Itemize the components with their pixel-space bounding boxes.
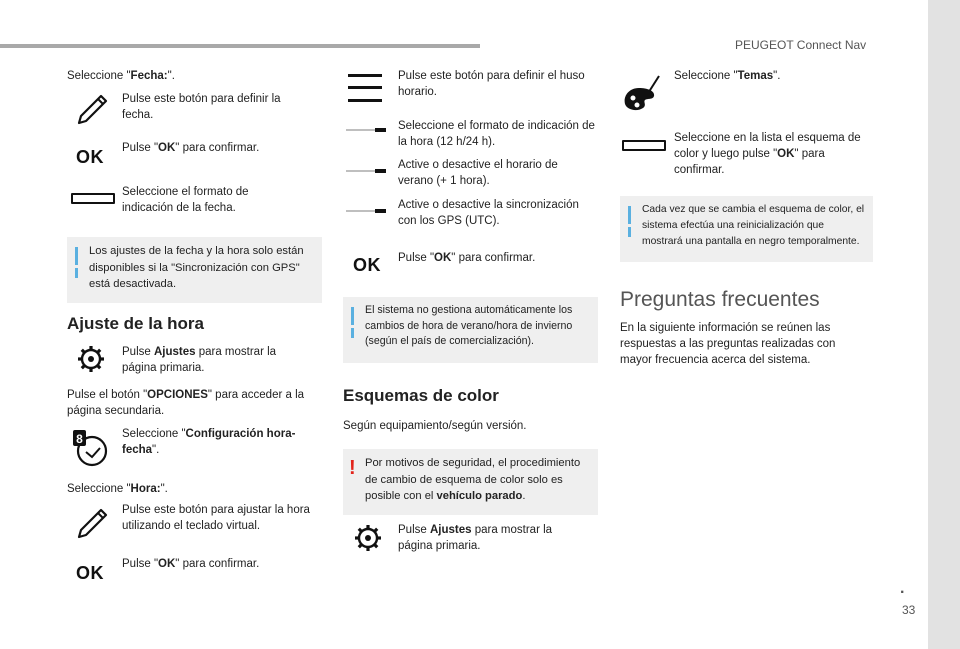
- info-icon: [628, 206, 631, 224]
- button-bar-icon: [622, 140, 666, 151]
- themes-text: Seleccione "Temas".: [674, 70, 781, 82]
- info-note-2: El sistema no gestiona automáticamente los cambios de hora de verano/hora de invierno (según el país de comercialización).: [343, 297, 598, 363]
- toggle-icon: [345, 167, 387, 175]
- timezone-text: Pulse este botón para definir el huso horario.: [398, 70, 585, 98]
- gear-icon: [353, 523, 383, 553]
- heading-ajuste-hora: Ajuste de la hora: [67, 314, 204, 333]
- sidebar-strip: [928, 0, 960, 649]
- ok-icon: OK: [353, 255, 381, 275]
- pencil-hour-text: Pulse este botón para ajustar la hora utilizando el teclado virtual.: [122, 504, 310, 532]
- gear-settings-text-2: Pulse Ajustes para mostrar la página primaria.: [398, 524, 553, 552]
- config-time-date-text: Seleccione "Configuración hora-fecha".: [122, 428, 296, 456]
- summer-time-text: Active o desactive el horario de verano (+ 1 hora).: [398, 159, 558, 187]
- select-date-line: Seleccione "Fecha:".: [67, 70, 175, 82]
- page-number: 33: [902, 603, 916, 617]
- ok-icon: OK: [76, 147, 104, 167]
- page-marker: .: [900, 580, 905, 597]
- warning-note: ! Por motivos de seguridad, el procedimiento de cambio de esquema de color solo es posible con el vehículo parado.: [343, 449, 598, 515]
- header-brand: PEUGEOT Connect Nav: [735, 38, 867, 52]
- toggle-icon: [345, 207, 387, 215]
- svg-text:8: 8: [76, 432, 83, 446]
- pencil-icon: [74, 92, 110, 128]
- hour-format-text: Seleccione el formato de indicación de la hora (12 h/24 h).: [398, 120, 595, 148]
- gear-settings-text-1: Pulse Ajustes para mostrar la página primaria.: [122, 346, 277, 374]
- gear-icon: [76, 344, 106, 374]
- header-rule: [0, 44, 480, 48]
- date-format-text: Seleccione el formato de indicación de la fecha.: [122, 186, 249, 214]
- toggle-icon: [345, 126, 387, 134]
- info-note-3: Cada vez que se cambia el esquema de color, el sistema efectúa una reinicialización que mostrará una pantalla en negro temporalmente.: [620, 196, 873, 262]
- info-icon: [351, 307, 354, 325]
- heading-esquemas-color: Esquemas de color: [343, 386, 499, 405]
- pencil-icon: [74, 506, 110, 542]
- clock-8-icon: [71, 428, 111, 468]
- warning-icon: !: [349, 457, 356, 479]
- palette-icon: [621, 72, 663, 114]
- color-list-text: Seleccione en la lista el esquema de color y luego pulse "OK" para confirmar.: [674, 132, 861, 176]
- menu-icon: [347, 72, 383, 104]
- ok-confirm-text-2: Pulse "OK" para confirmar.: [122, 558, 260, 570]
- heading-preguntas-frecuentes: Preguntas frecuentes: [620, 288, 820, 311]
- button-bar-icon: [71, 193, 115, 204]
- equipment-text: Según equipamiento/según versión.: [343, 420, 527, 432]
- options-text: Pulse el botón "OPCIONES" para acceder a la página secundaria.: [67, 389, 305, 417]
- faq-intro-text: En la siguiente información se reúnen las respuestas a las preguntas realizadas con mayor frecuencia acerca del sistema.: [620, 322, 836, 366]
- gps-sync-text: Active o desactive la sincronización con los GPS (UTC).: [398, 199, 579, 227]
- pencil-date-text: Pulse este botón para definir la fecha.: [122, 93, 281, 121]
- info-note-1: Los ajustes de la fecha y la hora solo están disponibles si la "Sincronización con GPS" está desactivada.: [67, 237, 322, 303]
- ok-confirm-text-3: Pulse "OK" para confirmar.: [398, 252, 536, 264]
- select-hour-line: Seleccione "Hora:".: [67, 483, 168, 495]
- ok-confirm-text-1: Pulse "OK" para confirmar.: [122, 142, 260, 154]
- ok-icon: OK: [76, 563, 104, 583]
- info-icon: [75, 247, 78, 265]
